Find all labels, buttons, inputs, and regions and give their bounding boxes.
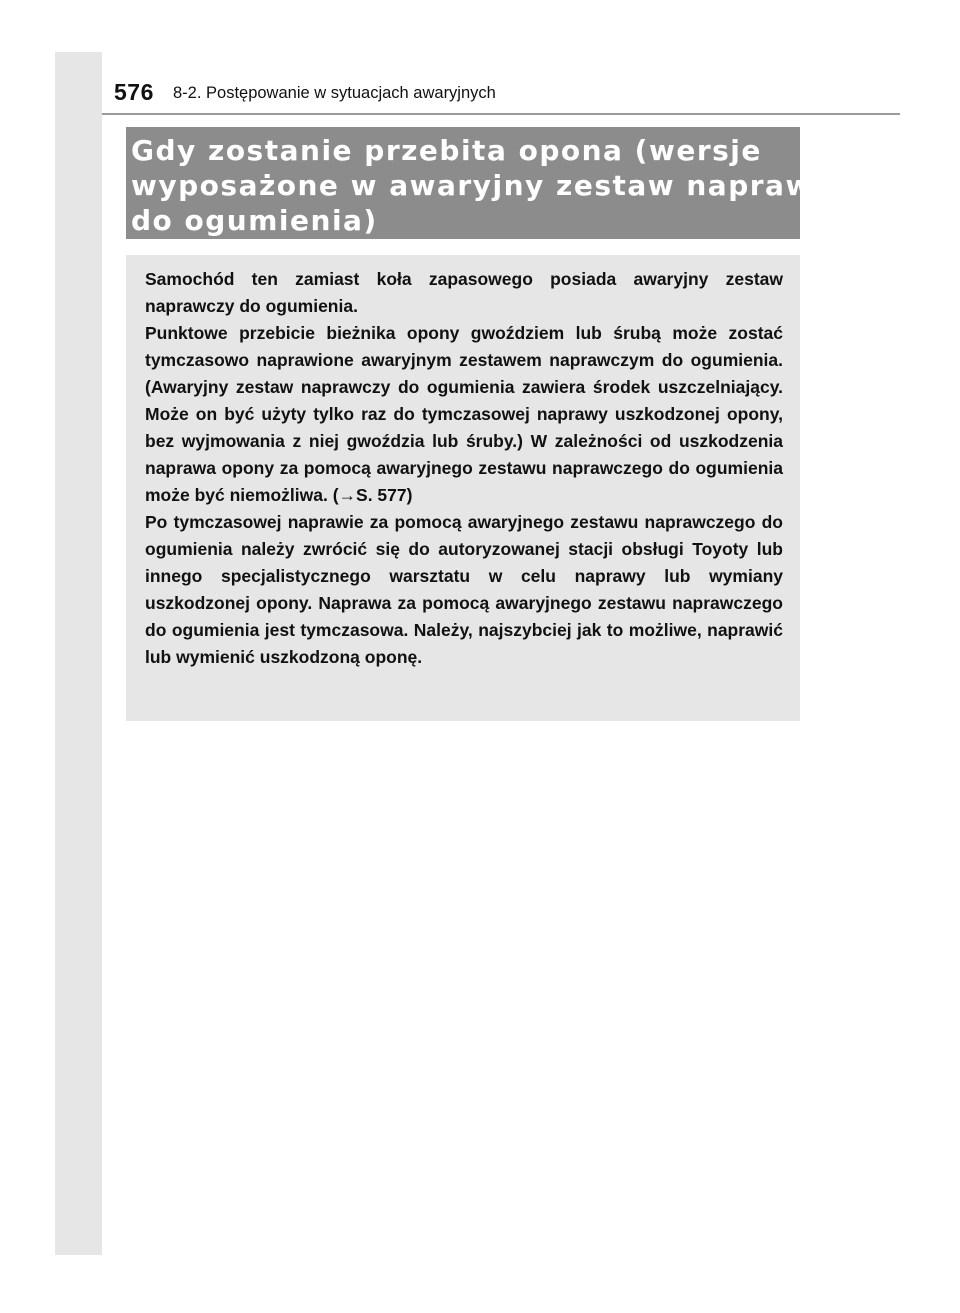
intro-paragraph-2: Punktowe przebicie bieżnika opony gwoździem lub śrubą może zostać tymczasowo naprawione awaryjnym zestawem naprawczym do ogumienia. (Awaryjny zestaw naprawczy do ogumienia zawiera środek uszczelniający. Może on być użyty tylko raz do tymczasowej naprawy uszkodzonej opony, bez wyjmowania z niej gwoździa lub śruby.) W zależności od uszkodzenia naprawa opony za pomocą awaryjnego zestawu naprawczego do ogumienia może być niemożliwa. (→S. 577) bbox=[145, 323, 783, 505]
section-title: 8-2. Postępowanie w sytuacjach awaryjnych bbox=[173, 84, 496, 102]
side-margin-strip bbox=[55, 52, 102, 1255]
intro-text-box bbox=[126, 255, 800, 721]
header-divider bbox=[102, 113, 900, 115]
topic-title-line-3: do ogumienia) bbox=[131, 204, 378, 237]
intro-paragraph-3: Po tymczasowej naprawie za pomocą awaryjnego zestawu naprawczego do ogumienia należy zwrócić się do autoryzowanej stacji obsługi Toyoty lub innego specjalistycznego warsztatu w celu naprawy lub wymiany uszkodzonej opony. Naprawa za pomocą awaryjnego zestawu naprawczego do ogumienia jest tymczasowa. Należy, najszybciej jak to możliwe, naprawić lub wymienić uszkodzoną oponę. bbox=[145, 512, 783, 667]
topic-title-box bbox=[126, 127, 869, 239]
page-number: 576 bbox=[114, 79, 154, 105]
intro-paragraph-1: Samochód ten zamiast koła zapasowego posiada awaryjny zestaw naprawczy do ogumienia. bbox=[145, 269, 783, 316]
topic-title-line-2: wyposażone w awaryjny zestaw naprawczy bbox=[131, 169, 869, 202]
topic-title-line-1: Gdy zostanie przebita opona (wersje bbox=[131, 134, 762, 167]
